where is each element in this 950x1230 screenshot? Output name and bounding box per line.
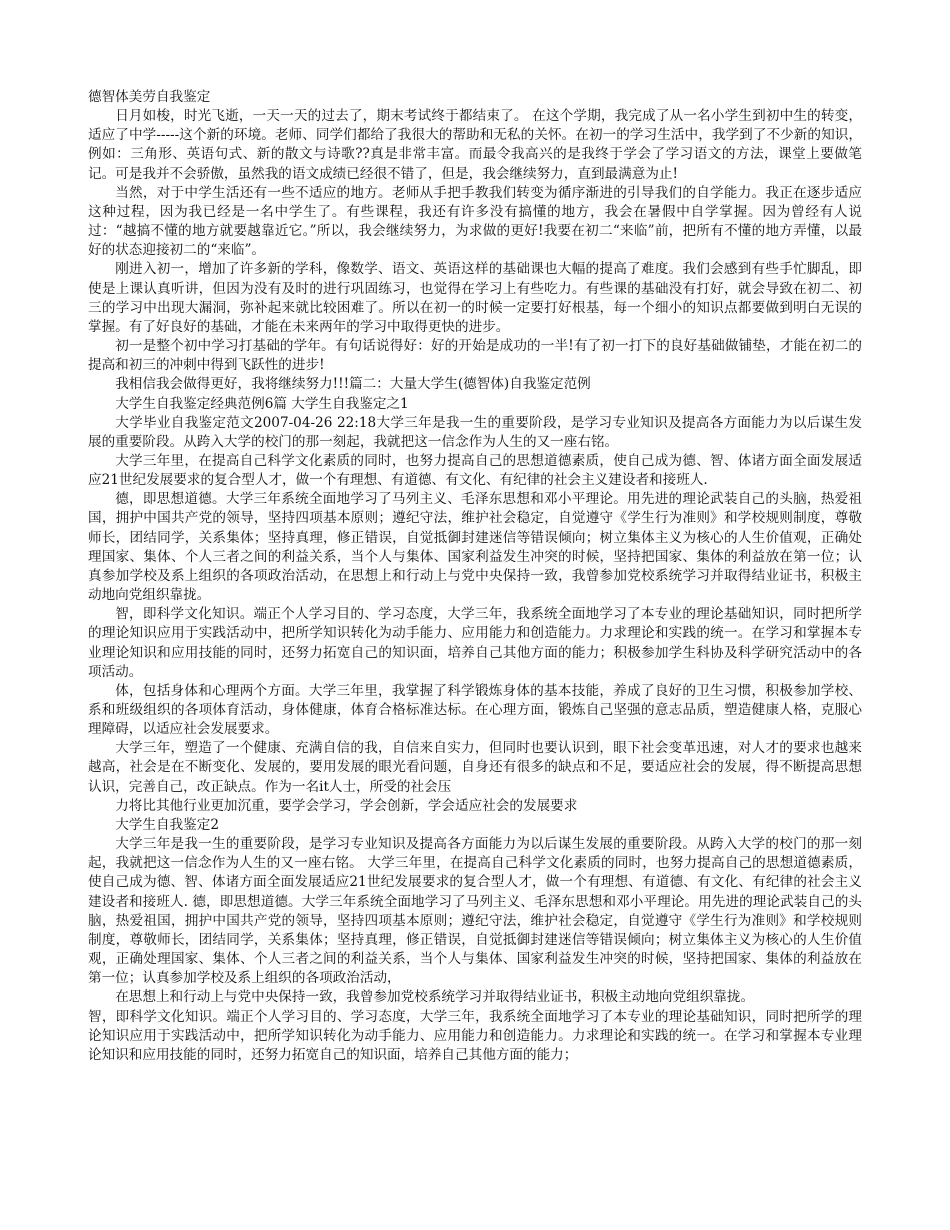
paragraph: 德，即思想道德。大学三年系统全面地学习了马列主义、毛泽东思想和邓小平理论。用先进的理论武装自己的头脑，热爱祖国，拥护中国共产党的领导，坚持四项基本原则；遵纪守法，维护社会稳定，自觉遵守《学生行为准则》和学校规则制度，尊敬师长，团结同学，关系集体；坚持真理，修正错误，自觉抵御封建迷信等错误倾向；树立集体主义为核心的人生价值观，正确处理国家、集体、个人三者之间的利益关系，当个人与集体、国家利益发生冲突的时候，坚持把国家、集体的利益放在第一位；认真参加学校及系上组织的各项政治活动，在思想上和行动上与党中央保持一致，我曾参加党校系统学习并取得结业证书，积极主动地向党组织靠拢。	[88, 491, 862, 604]
paragraph: 大学毕业自我鉴定范文2007-04-26 22:18大学三年是我一生的重要阶段，是学习专业知识及提高各方面能力为以后谋生发展的重要阶段。从跨入大学的校门的那一刻起，我就把这一信念作为人生的又一座右铭。	[88, 414, 862, 450]
paragraph: 初一是整个初中学习打基础的学年。有句话说得好：好的开始是成功的一半!有了初一打下的良好基础做铺垫，才能在初二的提高和初三的冲刺中得到飞跃性的进步!	[88, 338, 862, 374]
document-page	[88, 88, 862, 1065]
paragraph: 在思想上和行动上与党中央保持一致，我曾参加党校系统学习并取得结业证书，积极主动地向党组织靠拢。	[115, 989, 755, 1006]
document-title: 德智体美劳自我鉴定	[88, 89, 211, 105]
paragraph: 智，即科学文化知识。端正个人学习目的、学习态度，大学三年，我系统全面地学习了本专业的理论基础知识，同时把所学的理论知识应用于实践活动中，把所学知识转化为动手能力、应用能力和创造能力。力求理论和实践的统一。在学习和掌握本专业理论知识和应用技能的同时，还努力拓宽自己的知识面，培养自己其他方面的能力；	[88, 1008, 862, 1063]
paragraph: 大学三年，塑造了一个健康、充满自信的我，自信来自实力，但同时也要认识到，眼下社会变革迅速，对人才的要求也越来越高，社会是在不断变化、发展的，要用发展的眼光看问题，自身还有很多的缺点和不足，要适应社会的发展，得不断提高思想认识，完善自己，改正缺点。作为一名it人士，所受的社会压	[88, 740, 862, 795]
paragraph: 当然，对于中学生活还有一些不适应的地方。老师从手把手教我们转变为循序渐进的引导我们的自学能力。我正在逐步适应这种过程，因为我已经是一名中学生了。有些课程，我还有许多没有搞懂的地方，我会在暑假中自学掌握。因为曾经有人说过：“越搞不懂的地方就要越靠近它。”所以，我会继续努力，为求做的更好!我要在初二“来临”前，把所有不懂的地方弄懂，以最好的状态迎接初二的“来临”。	[88, 184, 862, 259]
paragraph: 智，即科学文化知识。端正个人学习目的、学习态度，大学三年，我系统全面地学习了本专业的理论基础知识，同时把所学的理论知识应用于实践活动中，把所学知识转化为动手能力、应用能力和创造能力。力求理论和实践的统一。在学习和掌握本专业理论知识和应用技能的同时，还努力拓宽自己的知识面，培养自己其他方面的能力；积极参加学生科协及科学研究活动中的各项活动。	[88, 606, 862, 680]
paragraph: 刚进入初一，增加了许多新的学科，像数学、语文、英语这样的基础课也大幅的提高了难度。我们会感到有些手忙脚乱，即使是上课认真听讲，但因为没有及时的进行巩固练习，也觉得在学习上有些吃力。有些课的基础没有打好，就会导致在初二、初三的学习中出现大漏洞，弥补起来就比较困难了。所以在初一的时候一定要打好根基，每一个细小的知识点都要做到明白无误的掌握。有了好良好的基础，才能在未来两年的学习中取得更快的进步。	[88, 261, 862, 335]
section-heading: 大学生自我鉴定2	[115, 816, 219, 833]
paragraph: 我相信我会做得更好，我将继续努力!!!篇二：大量大学生(德智体)自我鉴定范例	[115, 376, 591, 393]
paragraph: 体，包括身体和心理两个方面。大学三年里，我掌握了科学锻炼身体的基本技能，养成了良好的卫生习惯，积极参加学校、系和班级组织的各项体育活动，身体健康，体育合格标准达标。在心理方面，锻炼自己坚强的意志品质，塑造健康人格，克服心理障碍，以适应社会发展要求。	[88, 682, 862, 738]
paragraph: 大学三年里，在提高自己科学文化素质的同时，也努力提高自己的思想道德素质，使自己成为德、智、体诸方面全面发展适应21世纪发展要求的复合型人才，做一个有理想、有道德、有文化、有纪律的社会主义建设者和接班人.	[88, 452, 862, 489]
paragraph: 大学生自我鉴定经典范例6篇 大学生自我鉴定之1	[115, 395, 409, 412]
paragraph: 力将比其他行业更加沉重，要学会学习，学会创新，学会适应社会的发展要求	[115, 797, 578, 814]
paragraph: 大学三年是我一生的重要阶段，是学习专业知识及提高各方面能力为以后谋生发展的重要阶段。从跨入大学的校门的那一刻起，我就把这一信念作为人生的又一座右铭。 大学三年里，在提高自己科学文化素质的同时，也努力提高自己的思想道德素质，使自己成为德、智、体诸方面全面发展适应21世纪发展要求的复合型人才，做一个有理想、有道德、有文化、有纪律的社会主义建设者和接班人. 德，即思想道德。大学三年系统全面地学习了马列主义、毛泽东思想和邓小平理论。用先进的理论武装自己的头脑，热爱祖国，拥护中国共产党的领导，坚持四项基本原则；遵纪守法，维护社会稳定，自觉遵守《学生行为准则》和学校规则制度，尊敬师长，团结同学，关系集体；坚持真理，修正错误，自觉抵御封建迷信等错误倾向；树立集体主义为核心的人生价值观，正确处理国家、集体、个人三者之间的利益关系，当个人与集体、国家利益发生冲突的时候，坚持把国家、集体的利益放在第一位；认真参加学校及系上组织的各项政治活动，	[88, 836, 862, 987]
paragraph: 日月如梭，时光飞逝，一天一天的过去了，期末考试终于都结束了。 在这个学期，我完成了从一名小学生到初中生的转变，适应了中学-----这个新的环境。老师、同学们都给了我很大的帮助和无私的关怀。在初一的学习生活中，我学到了不少新的知识，例如：三角形、英语句式、新的散文与诗歌??真是非常丰富。而最令我高兴的是我终于学会了学习语文的方法，课堂上要做笔记。可是我并不会骄傲，虽然我的语文成绩已经很不错了，但是，我会继续努力，直到最满意为止!	[88, 108, 862, 182]
